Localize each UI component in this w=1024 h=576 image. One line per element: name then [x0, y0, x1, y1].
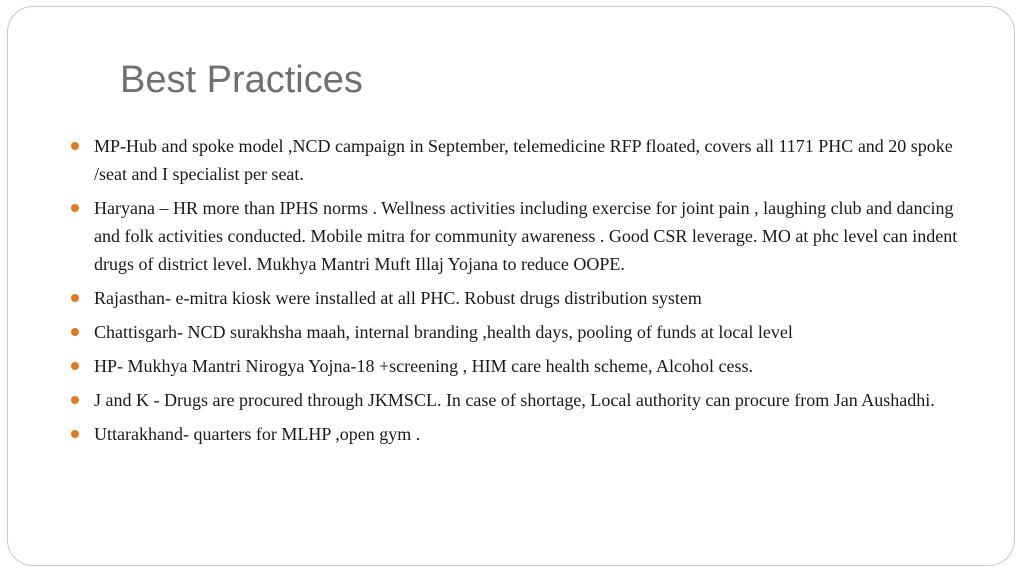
bullet-item-rajasthan: [94, 284, 974, 312]
bullet-text: Uttarakhand- quarters for MLHP ,open gym .: [94, 424, 421, 444]
bullet-item-mp: [94, 132, 974, 188]
bullet-dot-icon: [71, 142, 79, 150]
bullet-item-haryana: [94, 194, 974, 278]
bullet-text: Rajasthan- e-mitra kiosk were installed at all PHC. Robust drugs distribution system: [94, 288, 702, 308]
bullet-text: MP-Hub and spoke model ,NCD campaign in September, telemedicine RFP floated, covers all 1171 PHC and 20 spoke /seat and I specialist per seat.: [94, 136, 953, 184]
bullet-dot-icon: [71, 396, 79, 404]
bullet-text: J and K - Drugs are procured through JKMSCL. In case of shortage, Local authority can procure from Jan Aushadhi.: [94, 390, 935, 410]
bullet-item-hp: [94, 352, 974, 380]
bullet-item-jk: [94, 386, 974, 414]
bullet-text: Chattisgarh- NCD surakhsha maah, internal branding ,health days, pooling of funds at local level: [94, 322, 793, 342]
bullet-text: Haryana – HR more than IPHS norms . Wellness activities including exercise for joint pain , laughing club and dancing and folk activities conducted. Mobile mitra for community awareness . Good CSR leverage. MO at phc level can indent drugs of district level. Mukhya Mantri Muft Illaj Yojana to reduce OOPE.: [94, 198, 958, 274]
bullet-dot-icon: [71, 362, 79, 370]
bullet-dot-icon: [71, 294, 79, 302]
slide-title: Best Practices: [120, 59, 363, 101]
bullet-dot-icon: [71, 204, 79, 212]
bullet-dot-icon: [71, 328, 79, 336]
bullet-item-chattisgarh: [94, 318, 974, 346]
bullet-text: HP- Mukhya Mantri Nirogya Yojna-18 +screening , HIM care health scheme, Alcohol cess.: [94, 356, 754, 376]
slide-frame: [7, 6, 1015, 566]
bullet-dot-icon: [71, 430, 79, 438]
bullet-list: [94, 132, 974, 454]
bullet-item-uttarakhand: [94, 420, 974, 448]
